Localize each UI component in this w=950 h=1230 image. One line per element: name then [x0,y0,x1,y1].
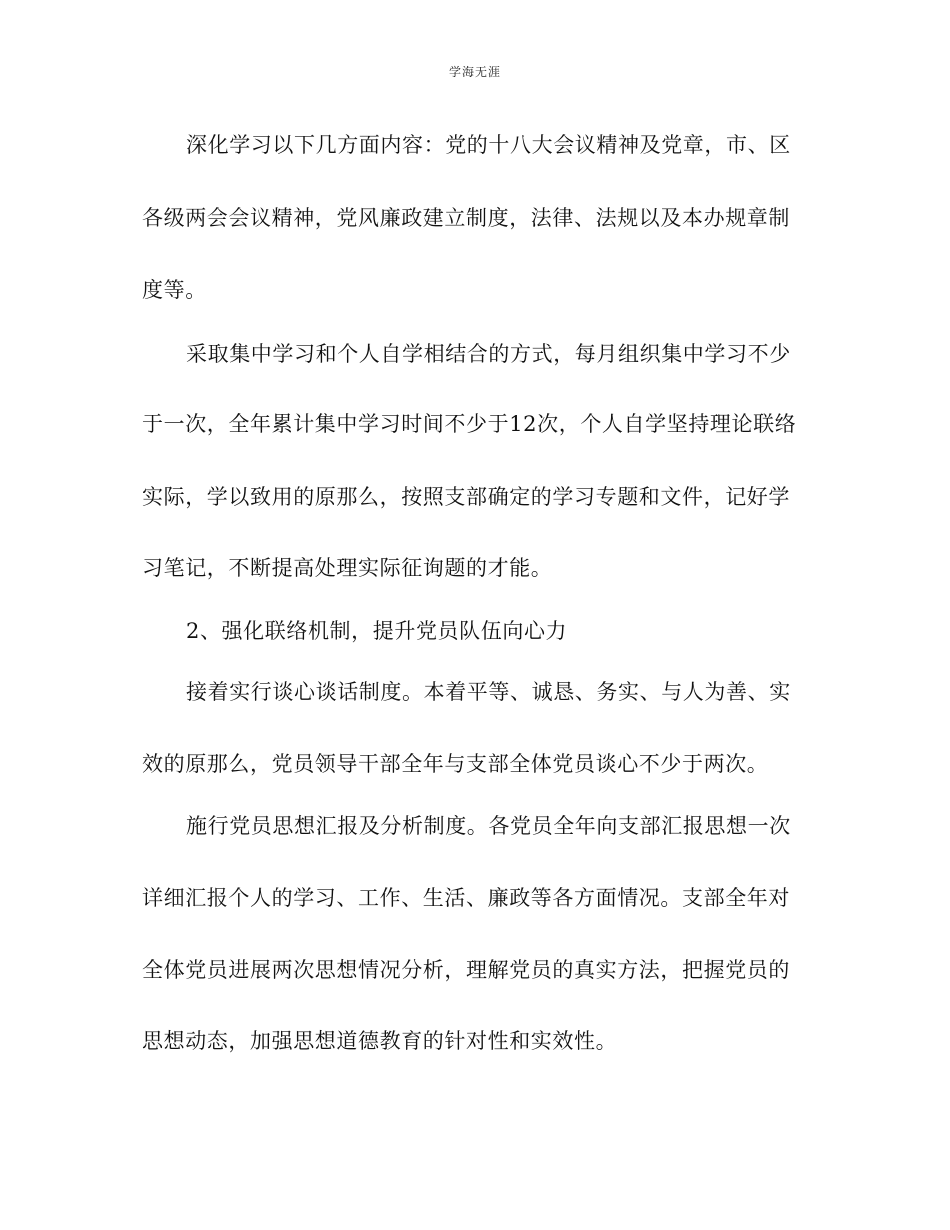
page-header: 学海无涯 [448,65,501,79]
paragraph-line: 效的原那么，党员领导干部全年与支部全体党员谈心不少于两次。 [142,752,769,776]
paragraph-line: 深化学习以下几方面内容：党的十八大会议精神及党章，市、区 [186,133,791,157]
paragraph-line: 习笔记，不断提高处理实际征询题的才能。 [142,556,553,580]
paragraph-line: 思想动态，加强思想道德教育的针对性和实效性。 [142,1029,618,1053]
paragraph-line: 接着实行谈心谈话制度。本着平等、诚恳、务实、与人为善、实 [186,680,791,704]
paragraph-line: 详细汇报个人的学习、工作、生活、廉政等各方面情况。支部全年对 [142,886,790,910]
paragraph-line: 施行党员思想汇报及分析制度。各党员全年向支部汇报思想一次 [186,814,791,838]
paragraph-line: 各级两会会议精神，党风廉政建立制度，法律、法规以及本办规章制 [142,206,790,230]
paragraph-line: 度等。 [142,278,207,302]
paragraph-line: 采取集中学习和个人自学相结合的方式，每月组织集中学习不少 [186,342,791,366]
paragraph-line: 实际，学以致用的原那么，按照支部确定的学习专题和文件，记好学 [142,485,790,509]
paragraph-line: 于一次，全年累计集中学习时间不少于12次，个人自学坚持理论联络 [142,412,797,436]
section-heading: 2、强化联络机制，提升党员队伍向心力 [186,619,568,643]
paragraph-line: 全体党员进展两次思想情况分析，理解党员的真实方法，把握党员的 [142,958,790,982]
